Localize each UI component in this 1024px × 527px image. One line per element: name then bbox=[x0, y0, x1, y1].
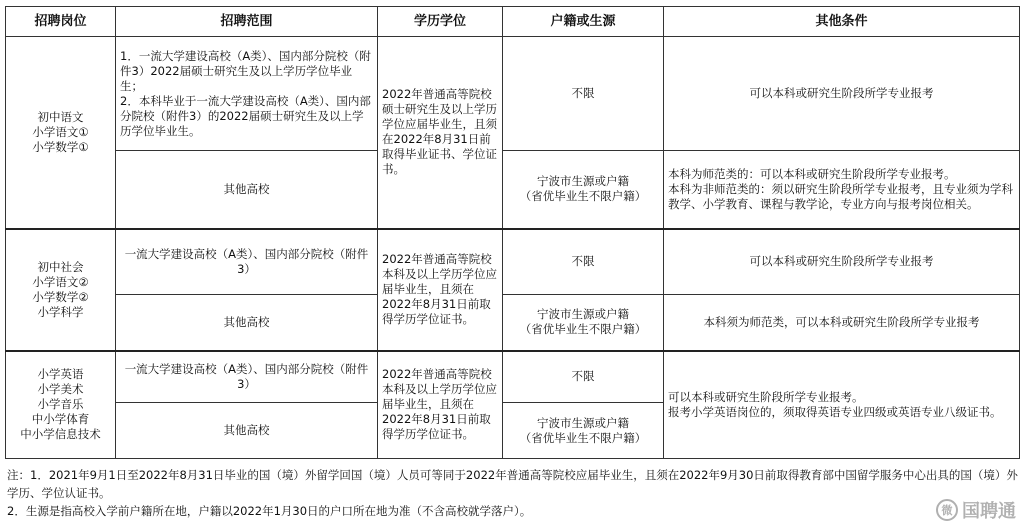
group3-other: 可以本科或研究生阶段所学专业报考。 报考小学英语岗位的，须取得英语专业四级或英语专业八级证书。 bbox=[664, 351, 1020, 459]
group2-origin-a: 不限 bbox=[503, 229, 664, 295]
group2-origin-b: 宁波市生源或户籍 （省优毕业生不限户籍） bbox=[503, 295, 664, 351]
group3-row-a bbox=[6, 351, 1020, 403]
group1-origin-b: 宁波市生源或户籍 （省优毕业生不限户籍） bbox=[503, 151, 664, 229]
group2-other-a: 可以本科或研究生阶段所学专业报考 bbox=[664, 229, 1020, 295]
group2-row-b bbox=[6, 295, 1020, 351]
group1-degree: 2022年普通高等院校硕士研究生及以上学历学位应届毕业生，且须在2022年8月31日前取得毕业证书、学位证书。 bbox=[378, 37, 503, 229]
footnotes: 注：1．2021年9月1日至2022年8月31日毕业的国（境）外留学回国（境）人员可等同于2022年普通高等院校应届毕业生，且须在2022年9月30日前取得教育部中国留学服务中心出具的国（境）外学历、学位认证书。 2．生源是指高校入学前户籍所在地，户籍以2022年1月30日的户口所在地为准（不含高校就学落户）。 bbox=[7, 468, 1018, 518]
group1-row-a bbox=[6, 37, 1020, 151]
group1-origin-a: 不限 bbox=[503, 37, 664, 151]
header-origin: 户籍或生源 bbox=[503, 7, 664, 37]
watermark bbox=[936, 497, 1016, 523]
header-position: 招聘岗位 bbox=[6, 7, 116, 37]
group3-origin-a: 不限 bbox=[503, 351, 664, 403]
group2-row-a bbox=[6, 229, 1020, 295]
group2-scope-b: 其他高校 bbox=[116, 295, 378, 351]
recruitment-table bbox=[5, 6, 1020, 459]
header-degree: 学历学位 bbox=[378, 7, 503, 37]
header-scope: 招聘范围 bbox=[116, 7, 378, 37]
group1-scope-b: 其他高校 bbox=[116, 151, 378, 229]
group1-row-b bbox=[6, 151, 1020, 229]
group3-position: 小学英语 小学美术 小学音乐 中小学体育 中小学信息技术 bbox=[6, 351, 116, 459]
group3-origin-b: 宁波市生源或户籍 （省优毕业生不限户籍） bbox=[503, 403, 664, 459]
group3-degree: 2022年普通高等院校本科及以上学历学位应届毕业生，且须在2022年8月31日前取得学历学位证书。 bbox=[378, 351, 503, 459]
group2-scope-a: 一流大学建设高校（A类）、国内部分院校（附件3） bbox=[116, 229, 378, 295]
group2-position: 初中社会 小学语文② 小学数学② 小学科学 bbox=[6, 229, 116, 351]
weibo-logo-icon: 微 bbox=[936, 499, 958, 521]
watermark-text: 国聘通 bbox=[962, 501, 1016, 522]
group1-scope-a: 1．一流大学建设高校（A类）、国内部分院校（附件3）2022届硕士研究生及以上学历学位毕业生； 2．本科毕业于一流大学建设高校（A类）、国内部分院校（附件3）的2022届硕士研究生及以上学历学位毕业生。 bbox=[116, 37, 378, 151]
header-other: 其他条件 bbox=[664, 7, 1020, 37]
header-row bbox=[6, 7, 1020, 37]
group1-other-a: 可以本科或研究生阶段所学专业报考 bbox=[664, 37, 1020, 151]
group3-scope-b: 其他高校 bbox=[116, 403, 378, 459]
group3-scope-a: 一流大学建设高校（A类）、国内部分院校（附件3） bbox=[116, 351, 378, 403]
group2-degree: 2022年普通高等院校本科及以上学历学位应届毕业生，且须在2022年8月31日前取得学历学位证书。 bbox=[378, 229, 503, 351]
group1-other-b: 本科为师范类的：可以本科或研究生阶段所学专业报考。 本科为非师范类的：须以研究生阶段所学专业报考，且专业须为学科教学、小学教育、课程与教学论，专业方向与报考岗位相关。 bbox=[664, 151, 1020, 229]
group1-position: 初中语文 小学语文① 小学数学① bbox=[6, 37, 116, 229]
group2-other-b: 本科须为师范类，可以本科或研究生阶段所学专业报考 bbox=[664, 295, 1020, 351]
